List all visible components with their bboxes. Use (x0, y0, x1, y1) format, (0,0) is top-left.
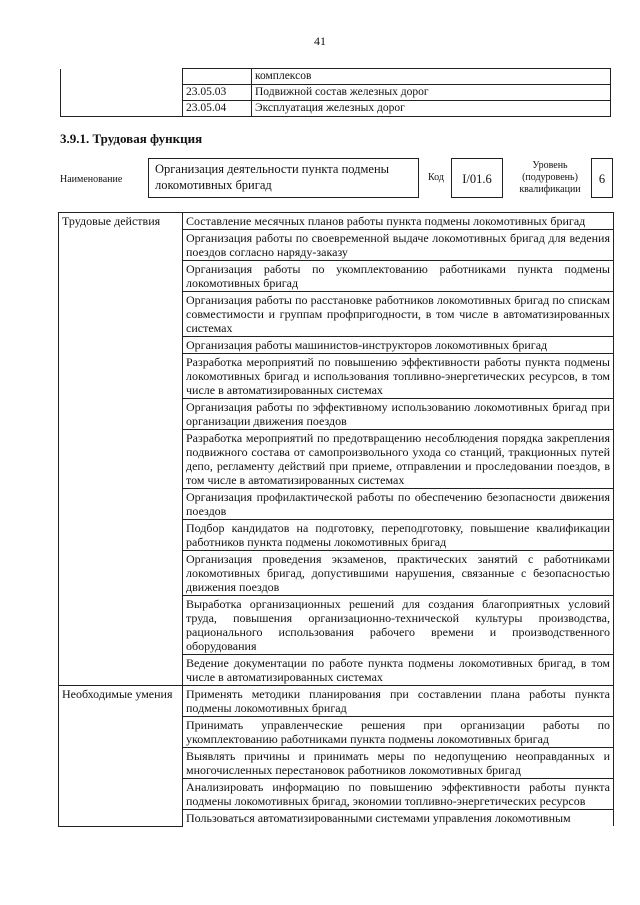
function-name: Организация деятельности пункта подмены локомотивных бригад (148, 158, 419, 198)
name-label: Наименование (60, 174, 123, 185)
labor-action-item: Составление месячных планов работы пункта подмены локомотивных бригад (183, 213, 614, 230)
labor-actions-label: Трудовые действия (59, 213, 183, 686)
program-code (183, 69, 252, 85)
table-row (61, 101, 611, 117)
skill-item: Принимать управленческие решения при организации работы по укомплектованию работниками пункта подмены локомотивных бригад (183, 717, 614, 748)
labor-action-item: Организация проведения экзаменов, практических занятий с работниками локомотивных бригад, допустившими нарушения, связанные с безопасностью движения поездов (183, 551, 614, 596)
skill-item: Выявлять причины и принимать меры по недопущению неоправданных и многочисленных перестановок работников локомотивных бригад (183, 748, 614, 779)
qualification-level: 6 (591, 158, 613, 198)
required-skills-label: Необходимые умения (59, 686, 183, 827)
labor-action-item: Организация работы по своевременной выдаче локомотивных бригад для ведения поездов согласно наряду-заказу (183, 230, 614, 261)
table-row (59, 213, 614, 230)
program-name: Подвижной состав железных дорог (252, 85, 611, 101)
program-name: комплексов (252, 69, 611, 85)
programs-table-continuation (60, 68, 611, 117)
program-code: 23.05.04 (183, 101, 252, 117)
code-label: Код (428, 172, 444, 183)
labor-action-item: Разработка мероприятий по предотвращению несоблюдения порядка закрепления подвижного состава от самопроизвольного ухода со станций, тракционных путей депо, регламенту действий при приеме, отправлении и проследовании поездов, в том числе в автоматизированных системах (183, 430, 614, 489)
program-code: 23.05.03 (183, 85, 252, 101)
table-row (61, 85, 611, 101)
labor-action-item: Подбор кандидатов на подготовку, переподготовку, повышение квалификации работников пункта подмены локомотивных бригад (183, 520, 614, 551)
skill-item: Пользоваться автоматизированными системами управления локомотивным (183, 810, 614, 827)
qualification-level-label: Уровень (подуровень) квалификации (519, 160, 581, 195)
labor-action-item: Разработка мероприятий по повышению эффективности работы пункта подмены локомотивных бригад и использования топливно-энергетических ресурсов, в том числе в автоматизированных системах (183, 354, 614, 399)
labor-action-item: Организация работы машинистов-инструкторов локомотивных бригад (183, 337, 614, 354)
page-number: 41 (314, 34, 326, 48)
table-row (59, 686, 614, 717)
labor-action-item: Организация работы по укомплектованию работниками пункта подмены локомотивных бригад (183, 261, 614, 292)
section-title: 3.9.1. Трудовая функция (60, 131, 203, 146)
labor-function-table (58, 212, 614, 827)
program-name: Эксплуатация железных дорог (252, 101, 611, 117)
skill-item: Анализировать информацию по повышению эффективности работы пункта подмены локомотивных бригад, экономии топливно-энергетических ресурсов (183, 779, 614, 810)
function-code: I/01.6 (451, 158, 503, 198)
labor-action-item: Организация работы по эффективному использованию локомотивных бригад при организации движения поездов (183, 399, 614, 430)
labor-action-item: Организация профилактической работы по обеспечению безопасности движения поездов (183, 489, 614, 520)
table-row (61, 69, 611, 85)
labor-action-item: Выработка организационных решений для создания благоприятных условий труда, повышения организационно-технической культуры производства, рационального использования рабочего времени и производственного оборудования (183, 596, 614, 655)
labor-action-item: Ведение документации по работе пункта подмены локомотивных бригад, в том числе в автоматизированных системах (183, 655, 614, 686)
skill-item: Применять методики планирования при составлении плана работы пункта подмены локомотивных бригад (183, 686, 614, 717)
labor-action-item: Организация работы по расстановке работников локомотивных бригад по спискам совместимости и группам профпригодности, в том числе в автоматизированных системах (183, 292, 614, 337)
